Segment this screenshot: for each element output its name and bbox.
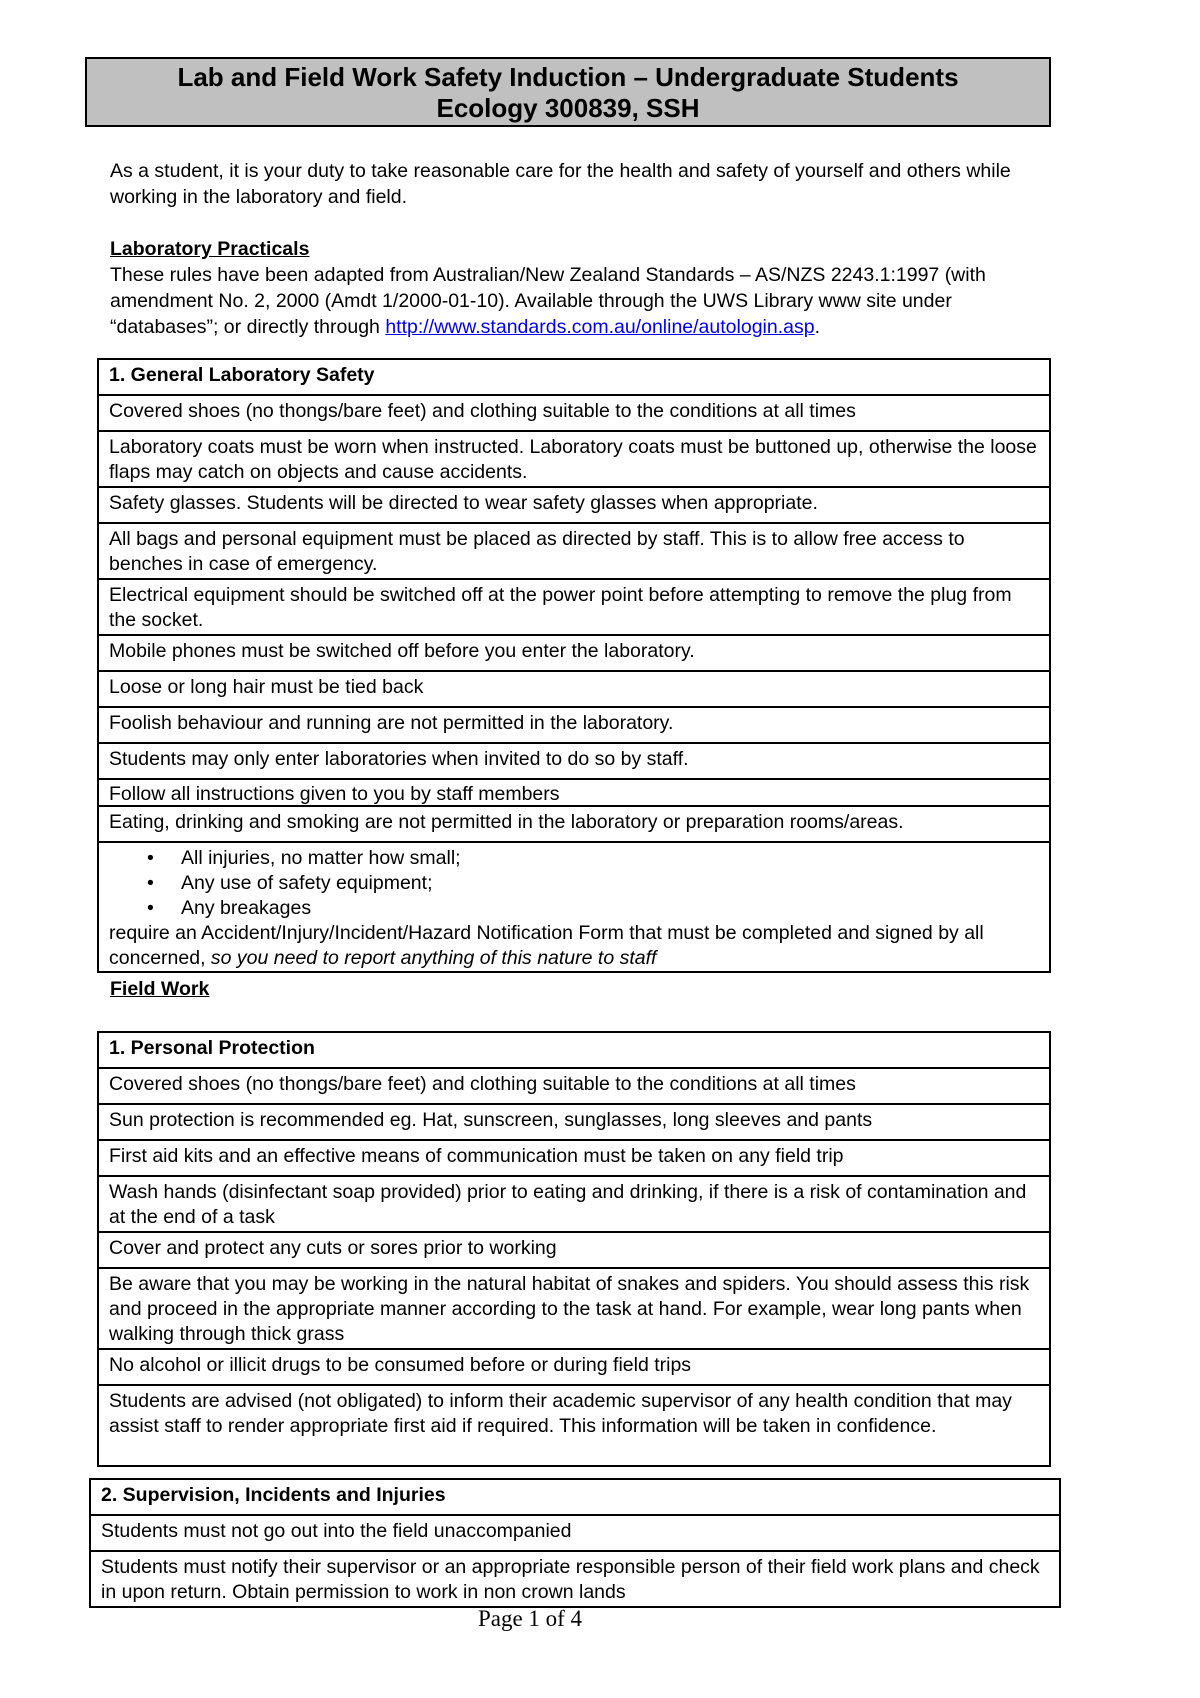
supervision-table	[89, 1478, 1061, 1608]
document-title-box	[85, 57, 1051, 127]
table-row: Mobile phones must be switched off before you enter the laboratory.	[98, 635, 1050, 671]
table-row: Laboratory coats must be worn when instructed. Laboratory coats must be buttoned up, otherwise the loose flaps may catch on objects and cause accidents.	[98, 431, 1050, 487]
standards-text: These rules have been adapted from Australian/New Zealand Standards – AS/NZS 2243.1:1997 (with amendment No. 2, 2000 (Amdt 1/2000-01-10). Available through the UWS Library www site under “databases”; or directly through	[110, 264, 986, 338]
list-item: • All injuries, no matter how small;	[181, 846, 1039, 871]
standards-link[interactable]: http://www.standards.com.au/online/autologin.asp	[385, 316, 815, 338]
document-title: Lab and Field Work Safety Induction – Undergraduate Students	[177, 62, 959, 92]
table-row: Be aware that you may be working in the natural habitat of snakes and spiders. You should assess this risk and proceed in the appropriate manner according to the task at hand. For example, wear long pants when walking through thick grass	[98, 1268, 1050, 1349]
table-row: Students may only enter laboratories when invited to do so by staff.	[98, 743, 1050, 779]
list-item: • Any breakages	[181, 896, 1039, 921]
table-row: Students must not go out into the field unaccompanied	[90, 1515, 1060, 1551]
lab-safety-heading: 1. General Laboratory Safety	[98, 359, 1050, 395]
personal-protection-table	[97, 1031, 1051, 1467]
table-row: Foolish behaviour and running are not permitted in the laboratory.	[98, 707, 1050, 743]
supervision-heading: 2. Supervision, Incidents and Injuries	[90, 1479, 1060, 1515]
report-italic-text: so you need to report anything of this nature to staff	[210, 947, 657, 969]
duty-paragraph: As a student, it is your duty to take reasonable care for the health and safety of yourself and others while working in the laboratory and field.	[110, 160, 1011, 208]
personal-protection-heading: 1. Personal Protection	[98, 1032, 1050, 1068]
lab-safety-table	[97, 358, 1051, 973]
table-row: Wash hands (disinfectant soap provided) prior to eating and drinking, if there is a risk of contamination and at the end of a task	[98, 1176, 1050, 1232]
table-row: Covered shoes (no thongs/bare feet) and clothing suitable to the conditions at all times	[98, 395, 1050, 431]
table-row: Sun protection is recommended eg. Hat, sunscreen, sunglasses, long sleeves and pants	[98, 1104, 1050, 1140]
lab-practicals-heading: Laboratory Practicals	[110, 238, 310, 260]
table-row: Loose or long hair must be tied back	[98, 671, 1050, 707]
report-bullets	[109, 846, 1039, 921]
page-number: Page 1 of 4	[477, 1606, 583, 1631]
table-row: First aid kits and an effective means of communication must be taken on any field trip	[98, 1140, 1050, 1176]
field-work-heading: Field Work	[110, 978, 210, 1000]
table-row: Eating, drinking and smoking are not permitted in the laboratory or preparation rooms/areas.	[98, 806, 1050, 842]
table-row: Cover and protect any cuts or sores prior to working	[98, 1232, 1050, 1268]
table-row: All bags and personal equipment must be placed as directed by staff. This is to allow free access to benches in case of emergency.	[98, 523, 1050, 579]
report-row	[98, 842, 1050, 972]
table-row: Covered shoes (no thongs/bare feet) and clothing suitable to the conditions at all times	[98, 1068, 1050, 1104]
standards-suffix: .	[814, 316, 820, 338]
standards-paragraph	[110, 262, 1050, 340]
table-row: Electrical equipment should be switched off at the power point before attempting to remove the plug from the socket.	[98, 579, 1050, 635]
report-text: require an Accident/Injury/Incident/Hazard Notification Form that must be completed and signed by all concerned,	[109, 922, 984, 969]
intro-section	[110, 158, 1050, 340]
table-row: No alcohol or illicit drugs to be consumed before or during field trips	[98, 1349, 1050, 1385]
table-row: Safety glasses. Students will be directed to wear safety glasses when appropriate.	[98, 487, 1050, 523]
spacer	[110, 210, 1050, 236]
table-row: Students must notify their supervisor or an appropriate responsible person of their field work plans and check in upon return. Obtain permission to work in non crown lands	[90, 1551, 1060, 1607]
table-row: Students are advised (not obligated) to inform their academic supervisor of any health condition that may assist staff to render appropriate first aid if required. This information will be taken in confidence.	[98, 1385, 1050, 1466]
list-item: • Any use of safety equipment;	[181, 871, 1039, 896]
table-row: Follow all instructions given to you by staff members	[98, 779, 1050, 806]
document-subtitle: Ecology 300839, SSH	[436, 93, 700, 123]
